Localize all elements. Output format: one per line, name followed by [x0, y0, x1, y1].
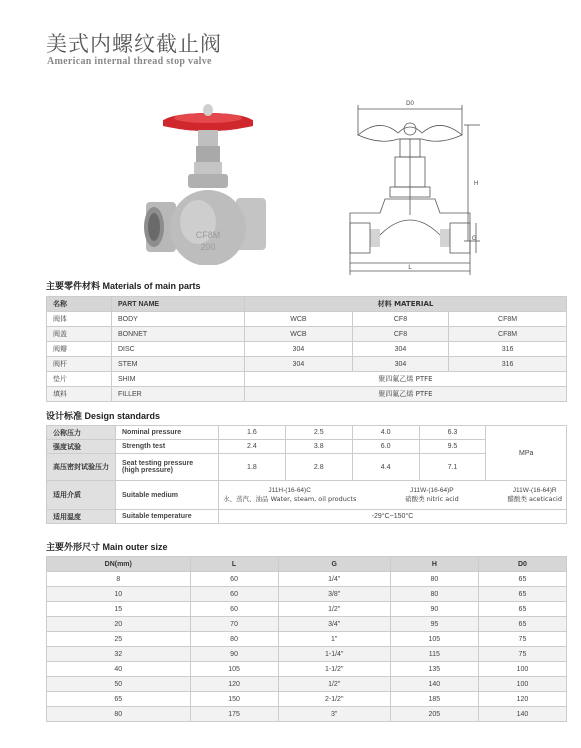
part-name-en: FILLER — [112, 387, 245, 402]
medium-option — [401, 486, 463, 504]
cell-value: 1.8 — [219, 454, 286, 481]
cell-value: 185 — [390, 692, 478, 707]
cell-value: 20 — [47, 617, 191, 632]
part-name-en: DISC — [112, 342, 245, 357]
table-row — [47, 510, 567, 524]
part-name-cn: 填料 — [47, 387, 112, 402]
dim-h-label: H — [474, 181, 479, 187]
table-row — [47, 617, 567, 632]
temp-value: -29°C~150°C — [219, 510, 567, 524]
medium-desc: 醋酸类 aceticacid — [507, 495, 562, 503]
dimensions-table — [46, 556, 567, 722]
table-row — [47, 587, 567, 602]
cell-value: 3/8" — [278, 587, 390, 602]
cell-value: 75 — [478, 632, 566, 647]
cell-value: 1-1/4" — [278, 647, 390, 662]
cell-value: 65 — [478, 587, 566, 602]
material-value: 聚四氟乙烯 PTFE — [245, 387, 567, 402]
cell-value: 3/4" — [278, 617, 390, 632]
medium-option — [503, 486, 566, 504]
row-label-cn: 强度试验 — [47, 440, 116, 454]
table-row — [47, 677, 567, 692]
valve-photo — [140, 100, 270, 265]
cell-value: 75 — [478, 647, 566, 662]
material-value: CF8 — [352, 327, 448, 342]
cell-value: 95 — [390, 617, 478, 632]
materials-table — [46, 296, 567, 402]
row-label-cn: 公称压力 — [47, 426, 116, 440]
cell-value: 50 — [47, 677, 191, 692]
cell-value: 6.3 — [419, 426, 486, 440]
row-label-cn: 适用介质 — [47, 481, 116, 510]
row-label-en: Suitable temperature — [116, 510, 219, 524]
cell-value: 32 — [47, 647, 191, 662]
cell-value: 1/2" — [278, 677, 390, 692]
cell-value: 65 — [47, 692, 191, 707]
cell-value: 2-1/2" — [278, 692, 390, 707]
medium-option — [219, 486, 360, 504]
cell-value: 80 — [47, 707, 191, 722]
table-row — [47, 602, 567, 617]
row-label-cn: 适用温度 — [47, 510, 116, 524]
cell-value: 120 — [190, 677, 278, 692]
column-header: L — [190, 557, 278, 572]
cell-value: 60 — [190, 572, 278, 587]
cell-value: 1-1/2" — [278, 662, 390, 677]
table-row — [47, 312, 567, 327]
material-value: 304 — [245, 357, 353, 372]
cell-value: 3" — [278, 707, 390, 722]
valve-technical-drawing — [340, 95, 480, 275]
cell-value: 4.4 — [352, 454, 419, 481]
medium-model: J11H-(16-64)C — [268, 487, 311, 494]
svg-text:200: 200 — [200, 242, 216, 252]
part-name-en: BONNET — [112, 327, 245, 342]
material-value: WCB — [245, 312, 353, 327]
cell-value: 9.5 — [419, 440, 486, 454]
page-title-en: American internal thread stop valve — [47, 56, 212, 67]
cell-value: 1" — [278, 632, 390, 647]
standards-title-en: Design standards — [84, 411, 161, 421]
row-label-en: Nominal pressure — [116, 426, 219, 440]
dimensions-title-en: Main outer size — [102, 542, 168, 552]
table-row — [47, 632, 567, 647]
part-name-en: STEM — [112, 357, 245, 372]
cell-value: 2.8 — [285, 454, 352, 481]
col-name-cn: 名称 — [47, 297, 112, 312]
material-value: CF8 — [352, 312, 448, 327]
dim-l-label: L — [408, 265, 412, 271]
material-value: CF8M — [449, 312, 567, 327]
cell-value: 175 — [190, 707, 278, 722]
dimensions-title-cn: 主要外形尺寸 — [46, 543, 101, 553]
materials-section-title — [46, 279, 201, 292]
standards-title-cn: 设计标准 — [46, 412, 83, 422]
table-row — [47, 662, 567, 677]
table-row — [47, 647, 567, 662]
table-row — [47, 357, 567, 372]
cell-value: 40 — [47, 662, 191, 677]
dim-d0-label: D0 — [406, 101, 414, 107]
table-row — [47, 426, 567, 440]
cell-value: 7.1 — [419, 454, 486, 481]
cell-value: 1/4" — [278, 572, 390, 587]
medium-desc: 水、蒸汽、油品 Water, steam, oil products — [223, 495, 357, 503]
part-name-en: BODY — [112, 312, 245, 327]
cell-value: 6.0 — [352, 440, 419, 454]
material-value: CF8M — [449, 327, 567, 342]
medium-desc: 硝酸类 nitric acid — [405, 495, 459, 503]
cell-value: 90 — [190, 647, 278, 662]
cell-value: 120 — [478, 692, 566, 707]
svg-text:CF8M: CF8M — [195, 230, 221, 240]
cell-value: 150 — [190, 692, 278, 707]
dimensions-section-title — [46, 540, 168, 553]
cell-value: 60 — [190, 587, 278, 602]
medium-model: J11W-(16-64)R — [512, 487, 557, 494]
standards-section-title — [46, 409, 160, 422]
cell-value: 70 — [190, 617, 278, 632]
cell-value: 1.6 — [219, 426, 286, 440]
medium-model: J11W-(16-64)P — [410, 487, 454, 494]
column-header: G — [278, 557, 390, 572]
col-part-name: PART NAME — [112, 297, 245, 312]
part-name-cn: 阀盖 — [47, 327, 112, 342]
table-row — [47, 372, 567, 387]
dim-g-label: G — [472, 236, 477, 242]
cell-value: 8 — [47, 572, 191, 587]
table-row — [47, 707, 567, 722]
cell-value: 65 — [478, 617, 566, 632]
column-header: D0 — [478, 557, 566, 572]
cell-value: 100 — [478, 662, 566, 677]
column-header: H — [390, 557, 478, 572]
table-row — [47, 342, 567, 357]
part-name-cn: 阀瓣 — [47, 342, 112, 357]
medium-cell — [219, 481, 567, 510]
material-value: 聚四氟乙烯 PTFE — [245, 372, 567, 387]
materials-title-cn: 主要零件材料 — [46, 282, 101, 292]
table-row — [47, 387, 567, 402]
row-label-cn: 高压密封试验压力 — [47, 454, 116, 481]
cell-value: 140 — [478, 707, 566, 722]
table-row — [47, 692, 567, 707]
material-value: 304 — [245, 342, 353, 357]
cell-value: 1/2" — [278, 602, 390, 617]
material-value: 304 — [352, 342, 448, 357]
cell-value: 135 — [390, 662, 478, 677]
cell-value: 100 — [478, 677, 566, 692]
cell-value: 10 — [47, 587, 191, 602]
cell-value: 25 — [47, 632, 191, 647]
cell-value: 60 — [190, 602, 278, 617]
cell-value: 80 — [390, 587, 478, 602]
row-label-en: Suitable medium — [116, 481, 219, 510]
cell-value: 3.8 — [285, 440, 352, 454]
table-row — [47, 572, 567, 587]
material-value: 316 — [449, 342, 567, 357]
row-label-en: Strength test — [116, 440, 219, 454]
cell-value: 4.0 — [352, 426, 419, 440]
cell-value: 2.4 — [219, 440, 286, 454]
cell-value: 15 — [47, 602, 191, 617]
cell-value: 80 — [390, 572, 478, 587]
cell-value: 105 — [190, 662, 278, 677]
cell-value: 80 — [190, 632, 278, 647]
part-name-cn: 垫片 — [47, 372, 112, 387]
standards-table — [46, 425, 567, 524]
table-row — [47, 481, 567, 510]
material-value: WCB — [245, 327, 353, 342]
cell-value: 205 — [390, 707, 478, 722]
row-label-en: Seat testing pressure (high pressure) — [116, 454, 219, 481]
cell-value: 105 — [390, 632, 478, 647]
material-value: 304 — [352, 357, 448, 372]
cell-value: 115 — [390, 647, 478, 662]
unit-cell: MPa — [486, 426, 567, 481]
part-name-cn: 阀杆 — [47, 357, 112, 372]
table-row — [47, 327, 567, 342]
col-material: 材料 MATERIAL — [245, 297, 567, 312]
page-title-cn: 美式内螺纹截止阀 — [46, 32, 222, 56]
part-name-cn: 阀体 — [47, 312, 112, 327]
material-value: 316 — [449, 357, 567, 372]
cell-value: 90 — [390, 602, 478, 617]
cell-value: 140 — [390, 677, 478, 692]
cell-value: 65 — [478, 602, 566, 617]
column-header: DN(mm) — [47, 557, 191, 572]
cell-value: 65 — [478, 572, 566, 587]
cell-value: 2.5 — [285, 426, 352, 440]
materials-title-en: Materials of main parts — [102, 281, 201, 291]
part-name-en: SHIM — [112, 372, 245, 387]
